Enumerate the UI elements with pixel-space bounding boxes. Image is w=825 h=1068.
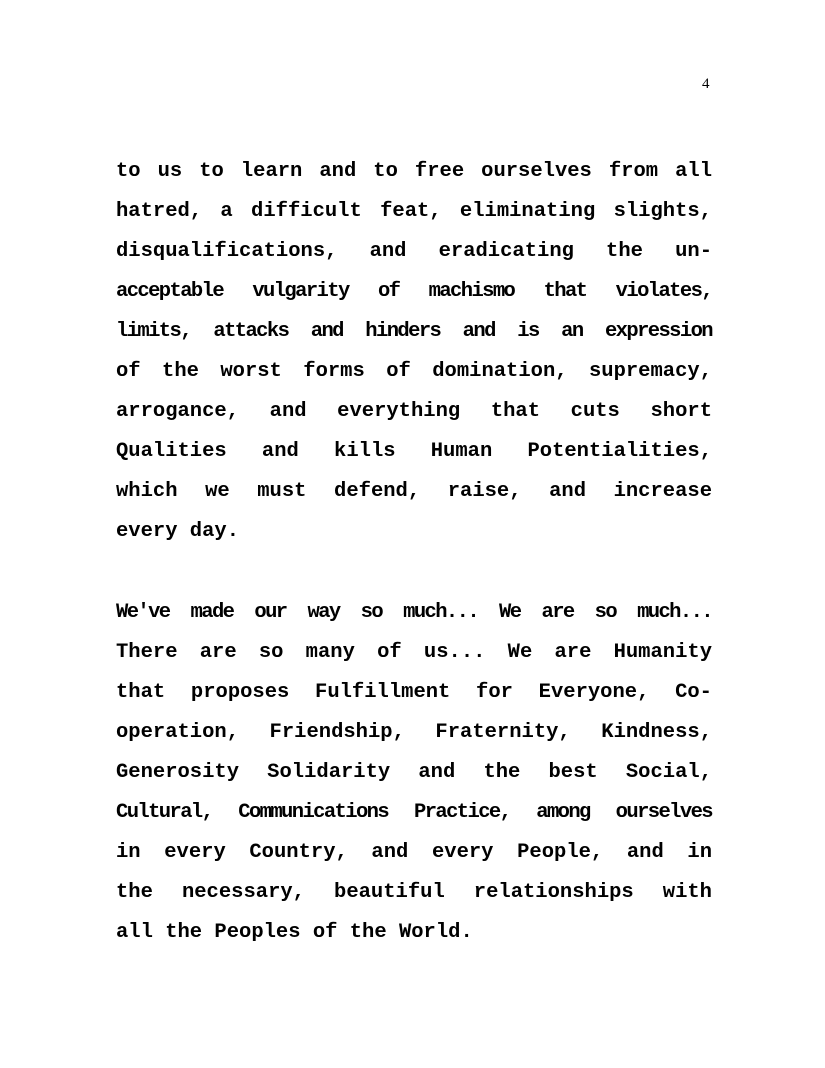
text-line: all the Peoples of the World.	[116, 921, 473, 944]
text-line: to us to learn and to free ourselves from all	[116, 160, 712, 183]
text-line: which we must defend, raise, and increase	[116, 480, 712, 503]
text-line: Qualities and kills Human Potentialities,	[116, 440, 712, 463]
text-line: every day.	[116, 520, 240, 543]
text-line: Generosity Solidarity and the best Social,	[116, 761, 712, 784]
text-line: the necessary, beautiful relationships with	[116, 881, 712, 904]
text-line: acceptable vulgarity of machismo that violates,	[116, 280, 712, 303]
text-line: We've made our way so much... We are so much...	[116, 601, 712, 624]
text-line: Cultural, Communications Practice, among ourselves	[116, 801, 712, 824]
text-line: of the worst forms of domination, supremacy,	[116, 360, 712, 383]
text-line: There are so many of us... We are Humanity	[116, 641, 712, 664]
text-line: limits, attacks and hinders and is an expression	[116, 320, 712, 343]
text-line: arrogance, and everything that cuts short	[116, 400, 712, 423]
text-line: hatred, a difficult feat, eliminating slights,	[116, 200, 712, 223]
text-line: operation, Friendship, Fraternity, Kindness,	[116, 721, 712, 744]
page-number: 4	[702, 76, 710, 92]
text-line: that proposes Fulfillment for Everyone, Co-	[116, 681, 712, 704]
text-line: in every Country, and every People, and in	[116, 841, 712, 864]
text-line: disqualifications, and eradicating the un-	[116, 240, 712, 263]
